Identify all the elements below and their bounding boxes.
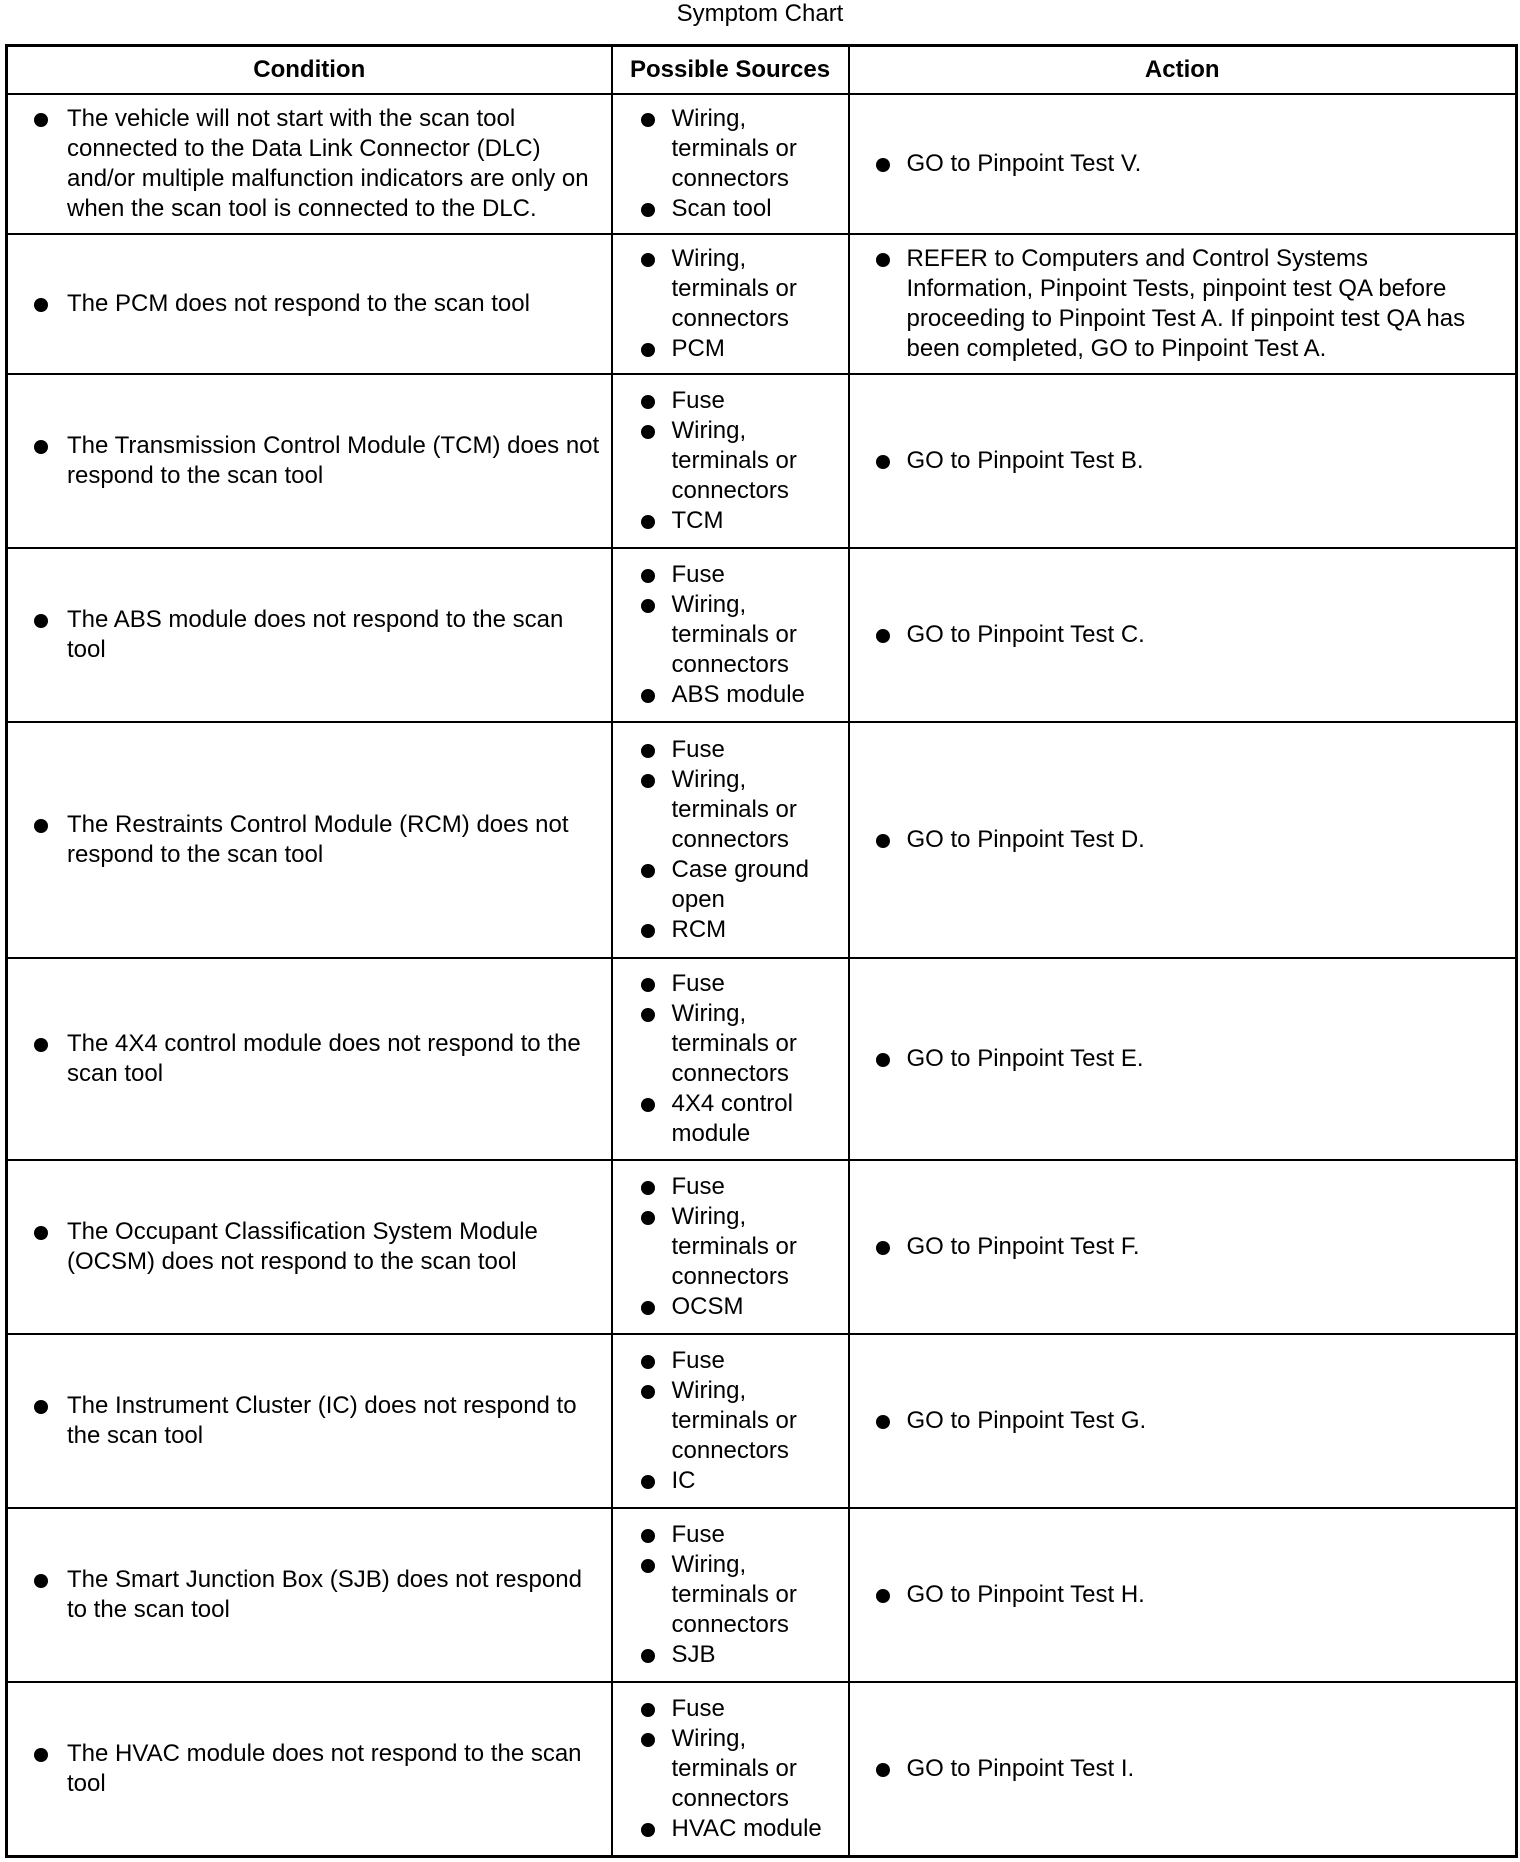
bullet-icon bbox=[641, 1098, 655, 1112]
bullet-icon bbox=[876, 1241, 890, 1255]
condition-item bbox=[8, 104, 611, 224]
action-cell bbox=[849, 374, 1517, 548]
bullet-icon bbox=[641, 1211, 655, 1225]
source-item bbox=[613, 969, 848, 999]
source-text: Wiring, terminals or connectors bbox=[671, 1551, 797, 1638]
action-cell bbox=[849, 1334, 1517, 1508]
bullet-icon bbox=[876, 1415, 890, 1429]
condition-cell bbox=[7, 1508, 612, 1682]
condition-list bbox=[8, 1029, 611, 1089]
action-list bbox=[850, 825, 1516, 855]
bullet-icon bbox=[641, 1823, 655, 1837]
condition-list bbox=[8, 1565, 611, 1625]
sources-list bbox=[613, 1168, 848, 1326]
bullet-icon bbox=[641, 113, 655, 127]
condition-list bbox=[8, 289, 611, 319]
source-text: Fuse bbox=[671, 1521, 725, 1548]
possible-sources-cell bbox=[612, 234, 849, 374]
condition-text: The Smart Junction Box (SJB) does not respond to the scan tool bbox=[67, 1566, 582, 1623]
condition-text: The PCM does not respond to the scan tool bbox=[67, 290, 530, 317]
source-text: Case ground open bbox=[671, 856, 809, 913]
source-item bbox=[613, 765, 848, 855]
header-possible-sources: Possible Sources bbox=[612, 46, 849, 95]
condition-item bbox=[8, 1391, 611, 1451]
source-item bbox=[613, 506, 848, 536]
bullet-icon bbox=[34, 819, 48, 833]
action-list bbox=[850, 1580, 1516, 1610]
source-item bbox=[613, 590, 848, 680]
action-text: GO to Pinpoint Test D. bbox=[906, 826, 1145, 853]
sources-list bbox=[613, 556, 848, 714]
source-text: IC bbox=[671, 1467, 696, 1494]
action-item bbox=[850, 446, 1516, 476]
symptom-chart-table bbox=[5, 44, 1518, 1858]
condition-item bbox=[8, 810, 611, 870]
action-list bbox=[850, 1406, 1516, 1436]
action-item bbox=[850, 1044, 1516, 1074]
chart-body bbox=[7, 94, 1517, 1856]
possible-sources-cell bbox=[612, 1160, 849, 1334]
action-item bbox=[850, 620, 1516, 650]
bullet-icon bbox=[876, 253, 890, 267]
condition-text: The Occupant Classification System Module (OCSM) does not respond to the scan tool bbox=[67, 1218, 538, 1275]
condition-text: The Transmission Control Module (TCM) does not respond to the scan tool bbox=[67, 432, 600, 489]
bullet-icon bbox=[34, 1038, 48, 1052]
source-item bbox=[613, 1346, 848, 1376]
bullet-icon bbox=[876, 455, 890, 469]
source-item bbox=[613, 1694, 848, 1724]
action-list bbox=[850, 1232, 1516, 1262]
action-text: GO to Pinpoint Test F. bbox=[906, 1233, 1140, 1260]
bullet-icon bbox=[34, 298, 48, 312]
action-list bbox=[850, 620, 1516, 650]
sources-list bbox=[613, 240, 848, 368]
source-text: Fuse bbox=[671, 387, 725, 414]
source-text: Wiring, terminals or connectors bbox=[671, 591, 797, 678]
source-text: Fuse bbox=[671, 1347, 725, 1374]
chart-caption: Symptom Chart bbox=[676, 0, 844, 27]
possible-sources-cell bbox=[612, 1508, 849, 1682]
source-item bbox=[613, 1550, 848, 1640]
source-item bbox=[613, 1172, 848, 1202]
action-item bbox=[850, 1580, 1516, 1610]
condition-cell bbox=[7, 234, 612, 374]
condition-item bbox=[8, 1739, 611, 1799]
bullet-icon bbox=[641, 343, 655, 357]
bullet-icon bbox=[641, 864, 655, 878]
source-text: Fuse bbox=[671, 736, 725, 763]
condition-item bbox=[8, 1217, 611, 1277]
symptom-row bbox=[7, 722, 1517, 958]
symptom-row bbox=[7, 1508, 1517, 1682]
source-item bbox=[613, 915, 848, 945]
bullet-icon bbox=[641, 1355, 655, 1369]
action-item bbox=[850, 1232, 1516, 1262]
source-item bbox=[613, 104, 848, 194]
sources-list bbox=[613, 1690, 848, 1848]
bullet-icon bbox=[34, 440, 48, 454]
condition-item bbox=[8, 289, 611, 319]
source-item bbox=[613, 416, 848, 506]
source-text: Wiring, terminals or connectors bbox=[671, 1377, 797, 1464]
condition-list bbox=[8, 605, 611, 665]
action-text: GO to Pinpoint Test H. bbox=[906, 1581, 1145, 1608]
condition-list bbox=[8, 1217, 611, 1277]
source-text: PCM bbox=[671, 335, 725, 362]
source-item bbox=[613, 334, 848, 364]
bullet-icon bbox=[34, 1226, 48, 1240]
symptom-row bbox=[7, 1160, 1517, 1334]
bullet-icon bbox=[641, 599, 655, 613]
condition-text: The 4X4 control module does not respond to the scan tool bbox=[67, 1030, 581, 1087]
possible-sources-cell bbox=[612, 374, 849, 548]
bullet-icon bbox=[641, 978, 655, 992]
source-item bbox=[613, 999, 848, 1089]
source-item bbox=[613, 855, 848, 915]
source-item bbox=[613, 1520, 848, 1550]
source-item bbox=[613, 1724, 848, 1814]
bullet-icon bbox=[876, 158, 890, 172]
action-item bbox=[850, 1406, 1516, 1436]
possible-sources-cell bbox=[612, 548, 849, 722]
source-item bbox=[613, 194, 848, 224]
condition-cell bbox=[7, 548, 612, 722]
condition-cell bbox=[7, 1682, 612, 1856]
symptom-row bbox=[7, 374, 1517, 548]
source-item bbox=[613, 680, 848, 710]
bullet-icon bbox=[641, 1475, 655, 1489]
condition-cell bbox=[7, 374, 612, 548]
condition-cell bbox=[7, 1334, 612, 1508]
source-text: Wiring, terminals or connectors bbox=[671, 1000, 797, 1087]
source-text: Fuse bbox=[671, 1694, 725, 1722]
source-item bbox=[613, 1089, 848, 1149]
bullet-icon bbox=[641, 1733, 655, 1747]
action-cell bbox=[849, 234, 1517, 374]
condition-text: The Restraints Control Module (RCM) does not respond to the scan tool bbox=[67, 811, 569, 868]
sources-list bbox=[613, 100, 848, 228]
condition-text: The vehicle will not start with the scan tool connected to the Data Link Connector (DLC) and/or multiple malfunction indicators are only on when the scan tool is connected to the DLC. bbox=[67, 105, 589, 222]
bullet-icon bbox=[641, 1703, 655, 1717]
action-list bbox=[850, 149, 1516, 179]
action-text: GO to Pinpoint Test C. bbox=[906, 621, 1145, 648]
source-item bbox=[613, 1640, 848, 1670]
action-cell bbox=[849, 1160, 1517, 1334]
symptom-row bbox=[7, 548, 1517, 722]
possible-sources-cell bbox=[612, 94, 849, 234]
action-cell bbox=[849, 94, 1517, 234]
source-item bbox=[613, 1202, 848, 1292]
possible-sources-cell bbox=[612, 722, 849, 958]
action-item bbox=[850, 244, 1516, 364]
sources-list bbox=[613, 965, 848, 1153]
action-text: GO to Pinpoint Test B. bbox=[906, 447, 1144, 474]
action-list bbox=[850, 446, 1516, 476]
bullet-icon bbox=[34, 1574, 48, 1588]
bullet-icon bbox=[34, 113, 48, 127]
bullet-icon bbox=[641, 1559, 655, 1573]
bullet-icon bbox=[34, 614, 48, 628]
action-item bbox=[850, 1754, 1516, 1784]
source-item bbox=[613, 1814, 848, 1844]
condition-list bbox=[8, 1739, 611, 1799]
symptom-row bbox=[7, 94, 1517, 234]
source-text: Fuse bbox=[671, 1173, 725, 1200]
symptom-row bbox=[7, 958, 1517, 1160]
bullet-icon bbox=[641, 774, 655, 788]
bullet-icon bbox=[641, 744, 655, 758]
header-condition: Condition bbox=[7, 46, 612, 95]
condition-cell bbox=[7, 958, 612, 1160]
bullet-icon bbox=[641, 1008, 655, 1022]
condition-item bbox=[8, 431, 611, 491]
symptom-row bbox=[7, 1334, 1517, 1508]
bullet-icon bbox=[641, 425, 655, 439]
source-text: 4X4 control module bbox=[671, 1090, 793, 1147]
symptom-row bbox=[7, 234, 1517, 374]
condition-cell bbox=[7, 1160, 612, 1334]
bullet-icon bbox=[641, 1301, 655, 1315]
source-text: SJB bbox=[671, 1641, 716, 1668]
possible-sources-cell bbox=[612, 1334, 849, 1508]
action-text: GO to Pinpoint Test V. bbox=[906, 150, 1142, 177]
source-text: Wiring, terminals or connectors bbox=[671, 105, 797, 192]
bullet-icon bbox=[641, 689, 655, 703]
bullet-icon bbox=[641, 253, 655, 267]
condition-text: The HVAC module does not respond to the scan tool bbox=[67, 1739, 582, 1797]
source-text: Wiring, terminals or connectors bbox=[671, 417, 797, 504]
action-item bbox=[850, 825, 1516, 855]
bullet-icon bbox=[641, 1181, 655, 1195]
source-text: OCSM bbox=[671, 1293, 744, 1320]
action-cell bbox=[849, 958, 1517, 1160]
bullet-icon bbox=[641, 203, 655, 217]
condition-item bbox=[8, 1565, 611, 1625]
sources-list bbox=[613, 382, 848, 540]
possible-sources-cell bbox=[612, 958, 849, 1160]
bullet-icon bbox=[641, 924, 655, 938]
condition-list bbox=[8, 104, 611, 224]
bullet-icon bbox=[641, 569, 655, 583]
bullet-icon bbox=[876, 834, 890, 848]
action-text: GO to Pinpoint Test E. bbox=[906, 1045, 1144, 1072]
condition-cell bbox=[7, 94, 612, 234]
sources-list bbox=[613, 1516, 848, 1674]
source-item bbox=[613, 1376, 848, 1466]
source-text: TCM bbox=[671, 507, 724, 534]
action-cell bbox=[849, 548, 1517, 722]
source-item bbox=[613, 560, 848, 590]
source-item bbox=[613, 735, 848, 765]
header-row bbox=[7, 46, 1517, 95]
source-item bbox=[613, 244, 848, 334]
bullet-icon bbox=[34, 1400, 48, 1414]
symptom-row bbox=[7, 1682, 1517, 1856]
source-text: HVAC module bbox=[671, 1814, 822, 1842]
bullet-icon bbox=[34, 1748, 48, 1762]
action-text: GO to Pinpoint Test G. bbox=[906, 1407, 1147, 1434]
condition-list bbox=[8, 810, 611, 870]
condition-item bbox=[8, 605, 611, 665]
source-text: Wiring, terminals or connectors bbox=[671, 766, 797, 853]
bullet-icon bbox=[641, 1385, 655, 1399]
bullet-icon bbox=[641, 515, 655, 529]
sources-list bbox=[613, 1342, 848, 1500]
source-text: ABS module bbox=[671, 681, 805, 708]
bullet-icon bbox=[641, 1529, 655, 1543]
condition-text: The ABS module does not respond to the scan tool bbox=[67, 606, 564, 663]
action-cell bbox=[849, 722, 1517, 958]
source-text: Scan tool bbox=[671, 195, 772, 222]
source-text: Fuse bbox=[671, 970, 725, 997]
source-text: RCM bbox=[671, 916, 727, 943]
source-text: Wiring, terminals or connectors bbox=[671, 245, 797, 332]
sources-list bbox=[613, 731, 848, 949]
bullet-icon bbox=[641, 395, 655, 409]
action-item bbox=[850, 149, 1516, 179]
source-text: Wiring, terminals or connectors bbox=[671, 1724, 797, 1812]
action-list bbox=[850, 1754, 1516, 1784]
source-text: Fuse bbox=[671, 561, 725, 588]
bullet-icon bbox=[876, 629, 890, 643]
bullet-icon bbox=[876, 1763, 890, 1777]
action-list bbox=[850, 244, 1516, 364]
source-item bbox=[613, 1466, 848, 1496]
condition-cell bbox=[7, 722, 612, 958]
action-text: GO to Pinpoint Test I. bbox=[906, 1754, 1135, 1782]
bullet-icon bbox=[641, 1649, 655, 1663]
source-item bbox=[613, 386, 848, 416]
action-cell bbox=[849, 1682, 1517, 1856]
source-text: Wiring, terminals or connectors bbox=[671, 1203, 797, 1290]
condition-item bbox=[8, 1029, 611, 1089]
action-text: REFER to Computers and Control Systems Information, Pinpoint Tests, pinpoint test QA before proceeding to Pinpoint Test A. If pinpoint test QA has been completed, GO to Pinpoint Test A. bbox=[906, 245, 1466, 362]
possible-sources-cell bbox=[612, 1682, 849, 1856]
bullet-icon bbox=[876, 1053, 890, 1067]
condition-text: The Instrument Cluster (IC) does not respond to the scan tool bbox=[67, 1392, 577, 1449]
action-list bbox=[850, 1044, 1516, 1074]
source-item bbox=[613, 1292, 848, 1322]
condition-list bbox=[8, 1391, 611, 1451]
bullet-icon bbox=[876, 1589, 890, 1603]
action-cell bbox=[849, 1508, 1517, 1682]
condition-list bbox=[8, 431, 611, 491]
header-action: Action bbox=[849, 46, 1517, 95]
